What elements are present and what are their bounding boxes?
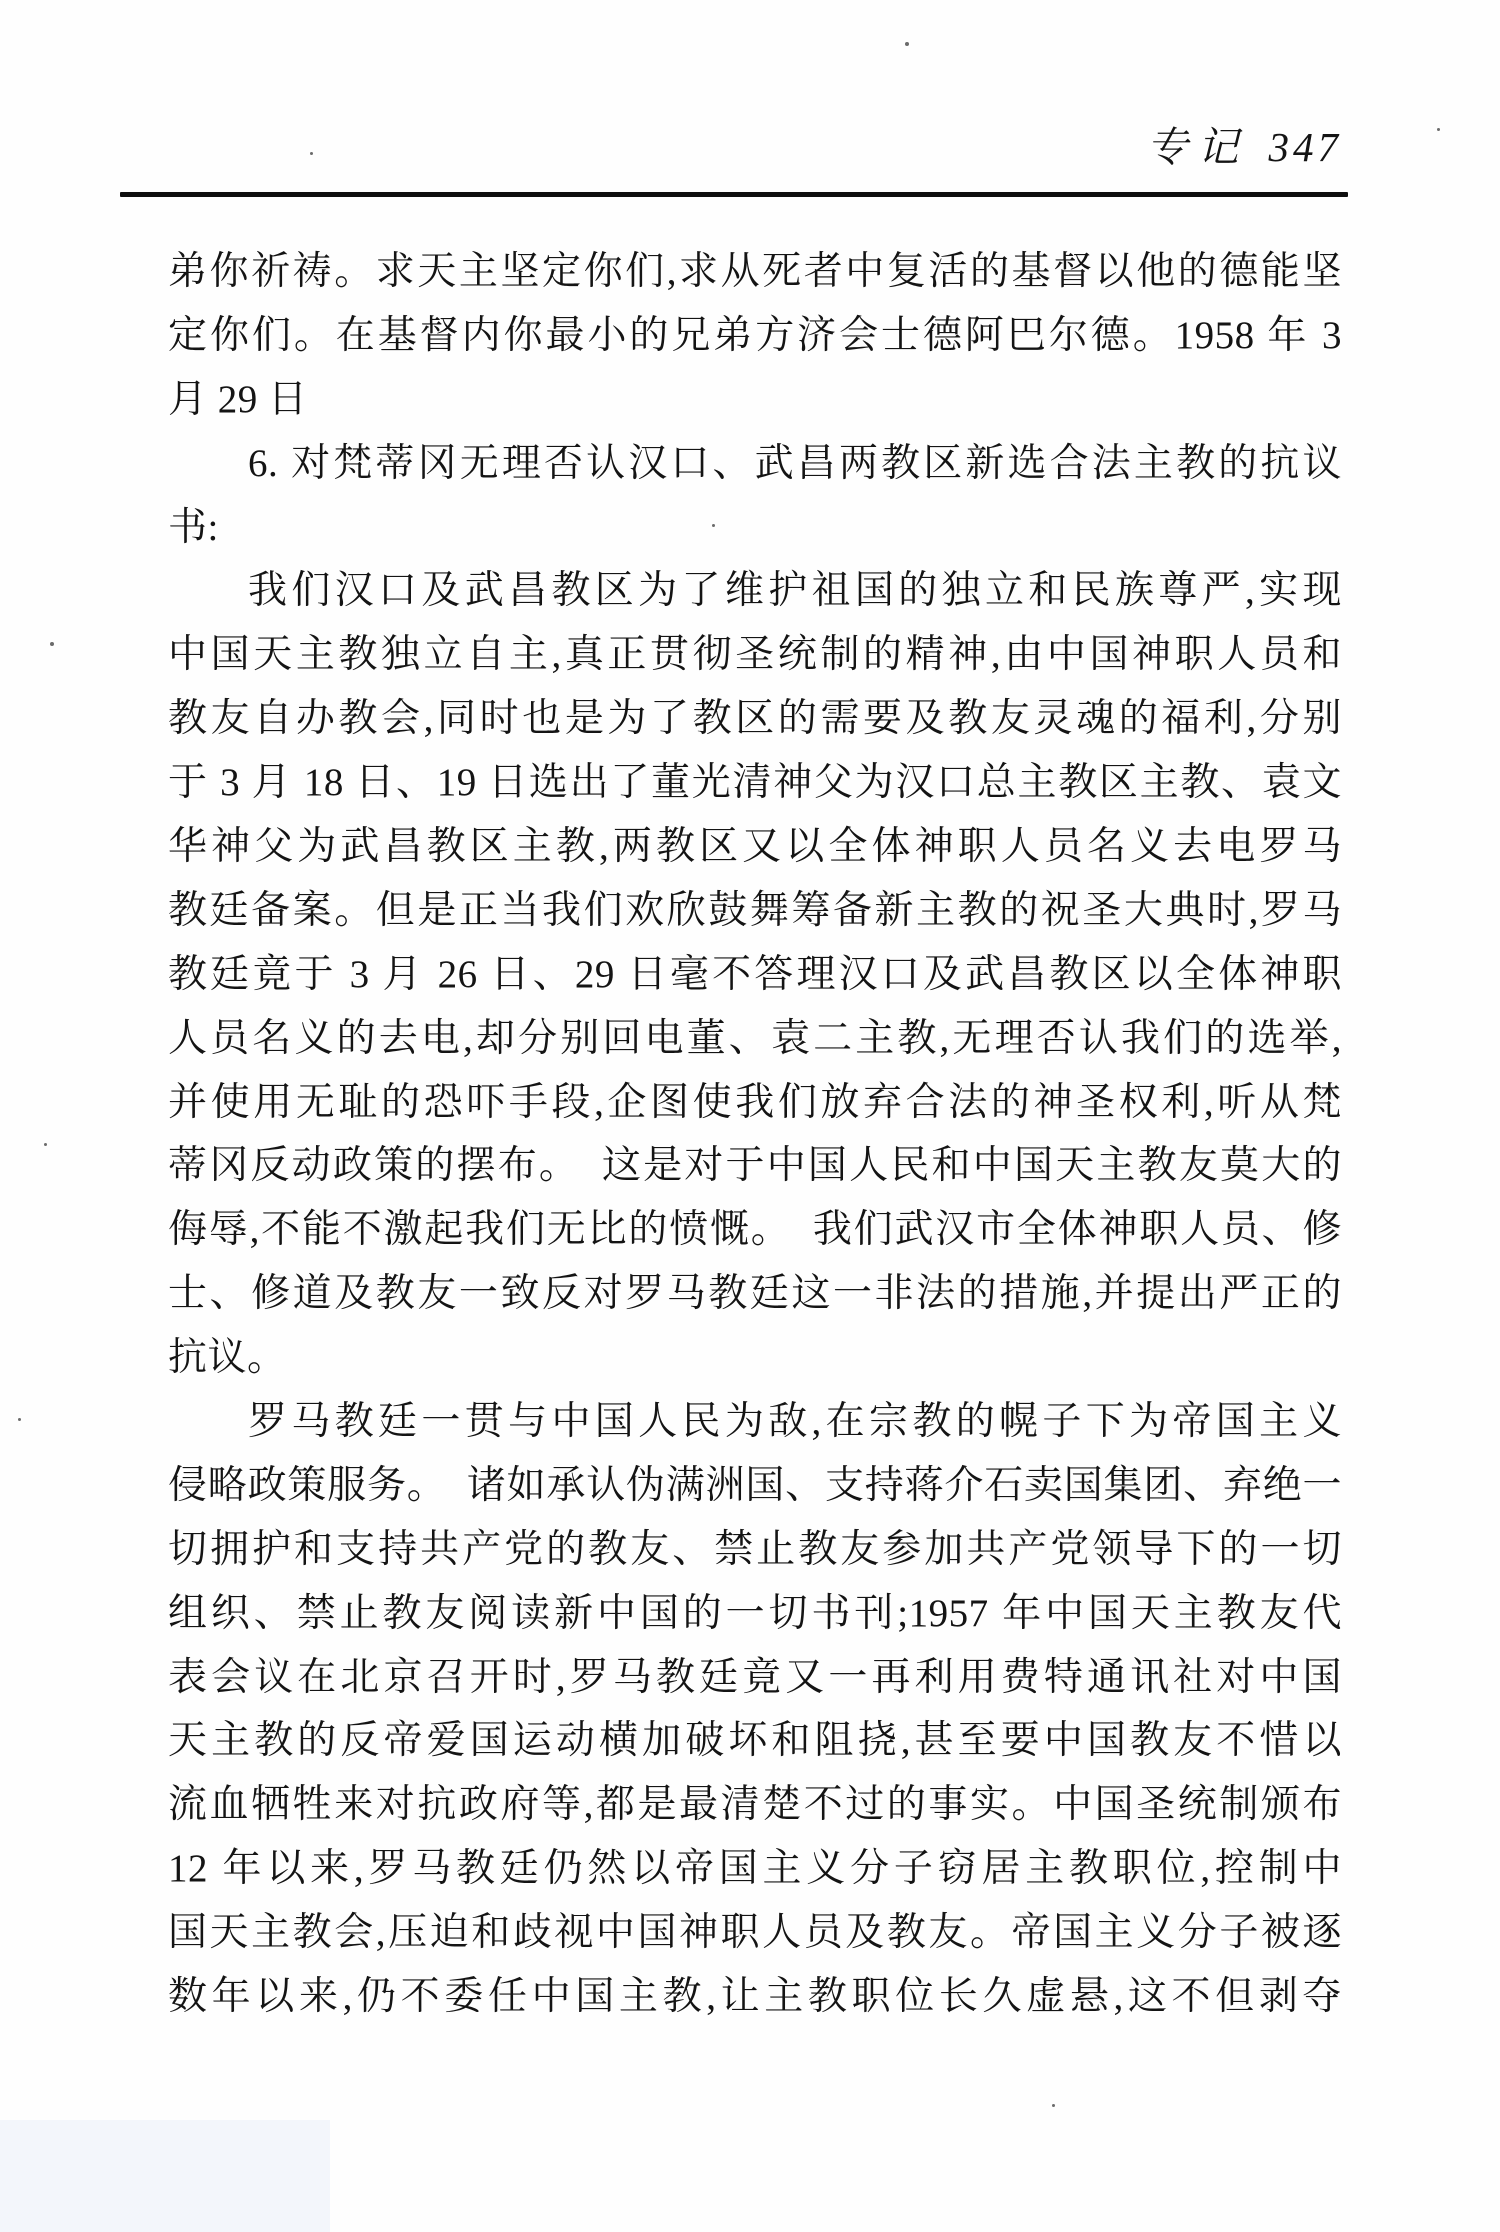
text-line: 侵略政策服务。 诸如承认伪满洲国、支持蒋介石卖国集团、弃绝一 (168, 1463, 1342, 1507)
text-line: 天主教的反帝爱国运动横加破坏和阻挠,甚至要中国教友不惜以 (168, 1719, 1342, 1763)
text-line: 12 年以来,罗马教廷仍然以帝国主义分子窃居主教职位,控制中 (168, 1847, 1342, 1891)
scan-speck (712, 524, 715, 527)
text-line: 并使用无耻的恐吓手段,企图使我们放弃合法的神圣权利,听从梵 (168, 1080, 1342, 1124)
document-text-block (168, 240, 1342, 2029)
text-line: 教廷备案。但是正当我们欢欣鼓舞筹备新主教的祝圣大典时,罗马 (168, 888, 1342, 932)
text-line: 人员名义的去电,却分别回电董、袁二主教,无理否认我们的选举, (168, 1016, 1342, 1060)
text-line: 华神父为武昌教区主教,两教区又以全体神职人员名义去电罗马 (168, 825, 1342, 869)
text-line: 书: (168, 505, 219, 549)
scan-speck (1052, 2104, 1055, 2107)
text-line: 抗议。 (168, 1336, 287, 1380)
scan-artifact (0, 2120, 330, 2232)
text-line: 月 29 日 (168, 377, 308, 421)
text-line: 罗马教廷一贯与中国人民为敌,在宗教的幌子下为帝国主义 (248, 1400, 1342, 1444)
scan-speck (50, 642, 54, 646)
text-line: 组织、禁止教友阅读新中国的一切书刊;1957 年中国天主教友代 (168, 1591, 1342, 1635)
text-line: 表会议在北京召开时,罗马教廷竟又一再利用费特通讯社对中国 (168, 1655, 1342, 1699)
scan-speck (18, 1418, 21, 1421)
page-number: 347 (1268, 124, 1342, 170)
text-line: 士、修道及教友一致反对罗马教廷这一非法的措施,并提出严正的 (168, 1272, 1342, 1316)
scan-speck (310, 152, 313, 155)
text-line: 定你们。在基督内你最小的兄弟方济会士德阿巴尔德。1958 年 3 (168, 313, 1342, 357)
text-line: 切拥护和支持共产党的教友、禁止教友参加共产党领导下的一切 (168, 1527, 1342, 1571)
text-line: 于 3 月 18 日、19 日选出了董光清神父为汉口总主教区主教、袁文 (168, 761, 1342, 805)
scan-speck (1437, 128, 1440, 131)
text-line: 我们汉口及武昌教区为了维护祖国的独立和民族尊严,实现 (248, 569, 1342, 613)
text-line: 教友自办教会,同时也是为了教区的需要及教友灵魂的福利,分别 (168, 697, 1342, 741)
text-line: 6. 对梵蒂冈无理否认汉口、武昌两教区新选合法主教的抗议 (248, 441, 1342, 485)
text-line: 教廷竟于 3 月 26 日、29 日毫不答理汉口及武昌教区以全体神职 (168, 952, 1342, 996)
running-title: 专记 (1146, 124, 1249, 170)
text-line: 国天主教会,压迫和歧视中国神职人员及教友。帝国主义分子被逐 (168, 1911, 1342, 1955)
scan-speck (905, 42, 909, 46)
scan-speck (44, 1143, 47, 1146)
text-line: 弟你祈祷。求天主坚定你们,求从死者中复活的基督以他的德能坚 (168, 250, 1342, 293)
text-line: 数年以来,仍不委任中国主教,让主教职位长久虚悬,这不但剥夺 (168, 1975, 1342, 2019)
text-line: 流血牺牲来对抗政府等,都是最清楚不过的事实。中国圣统制颁布 (168, 1783, 1342, 1827)
header-rule (120, 192, 1348, 197)
text-line: 蒂冈反动政策的摆布。 这是对于中国人民和中国天主教友莫大的 (168, 1144, 1342, 1188)
text-line: 中国天主教独立自主,真正贯彻圣统制的精神,由中国神职人员和 (168, 633, 1342, 677)
text-line: 侮辱,不能不激起我们无比的愤慨。 我们武汉市全体神职人员、修 (168, 1208, 1342, 1252)
page-header (168, 122, 1342, 172)
